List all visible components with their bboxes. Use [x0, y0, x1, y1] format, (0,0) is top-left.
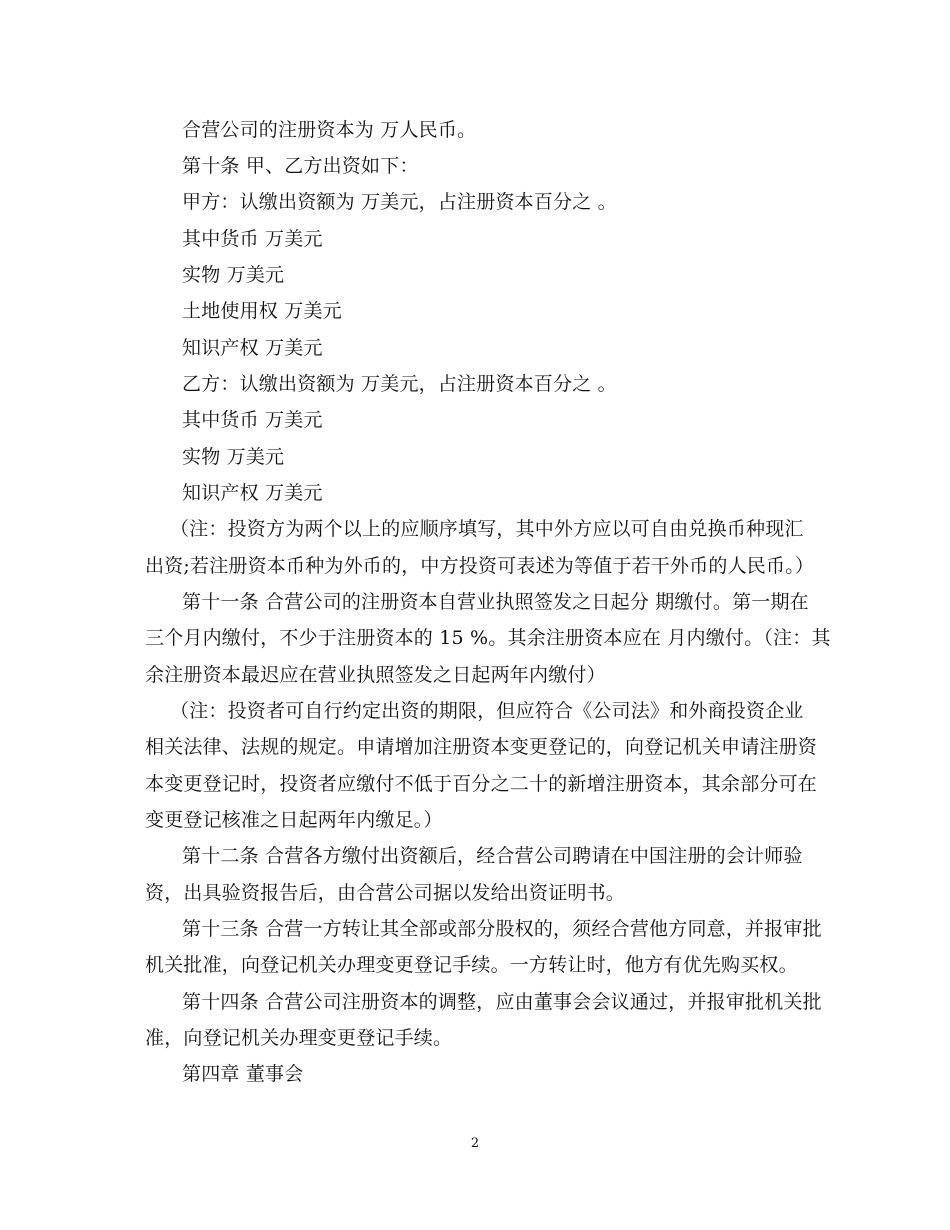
text-line: 准，向登记机关办理变更登记手续。 [145, 1027, 453, 1049]
text-line: 其中货币 万美元 [182, 228, 323, 250]
text-line: 其中货币 万美元 [182, 409, 323, 431]
text-line: 乙方：认缴出资额为 万美元，占注册资本百分之 。 [182, 373, 617, 395]
text-line: 第十三条 合营一方转让其全部或部分股权的，须经合营他方同意，并报审批 [182, 918, 822, 940]
text-line: （注：投资方为两个以上的应顺序填写，其中外方应以可自由兑换币种现汇 [170, 518, 804, 540]
text-line: 第十四条 合营公司注册资本的调整，应由董事会会议通过，并报审批机关批 [182, 991, 822, 1013]
text-line: 实物 万美元 [182, 264, 285, 286]
text-line: 甲方：认缴出资额为 万美元，占注册资本百分之 。 [182, 191, 617, 213]
text-line: 本变更登记时，投资者应缴付不低于百分之二十的新增注册资本，其余部分可在 [145, 773, 818, 795]
text-line: 实物 万美元 [182, 446, 285, 468]
text-line: 出资;若注册资本币种为外币的，中方投资可表述为等值于若干外币的人民币。） [145, 555, 815, 577]
text-line: 机关批准，向登记机关办理变更登记手续。一方转让时，他方有优先购买权。 [145, 954, 798, 976]
text-line: 第十一条 合营公司的注册资本自营业执照签发之日起分 期缴付。第一期在 [182, 591, 809, 613]
text-line: 相关法律、法规的规定。申请增加注册资本变更登记的，向登记机关申请注册资 [145, 736, 818, 758]
page-number: 2 [470, 1136, 480, 1151]
text-line: 变更登记核准之日起两年内缴足。） [145, 809, 443, 831]
text-line: 知识产权 万美元 [182, 337, 323, 359]
text-line: 第十条 甲、乙方出资如下： [182, 155, 419, 177]
text-line: 合营公司的注册资本为 万人民币。 [182, 119, 477, 141]
text-line: 第十二条 合营各方缴付出资额后，经合营公司聘请在中国注册的会计师验 [182, 845, 803, 867]
text-line: 资，出具验资报告后，由合营公司据以发给出资证明书。 [145, 882, 626, 904]
text-line: 知识产权 万美元 [182, 482, 323, 504]
chapter-heading: 第四章 董事会 [182, 1063, 304, 1085]
text-line: 余注册资本最迟应在营业执照签发之日起两年内缴付） [145, 664, 606, 686]
text-line: （注：投资者可自行约定出资的期限，但应符合《公司法》和外商投资企业 [170, 700, 804, 722]
text-line: 三个月内缴付，不少于注册资本的 15 %。其余注册资本应在 月内缴付。（注：其 [145, 627, 831, 649]
text-line: 土地使用权 万美元 [182, 300, 342, 322]
